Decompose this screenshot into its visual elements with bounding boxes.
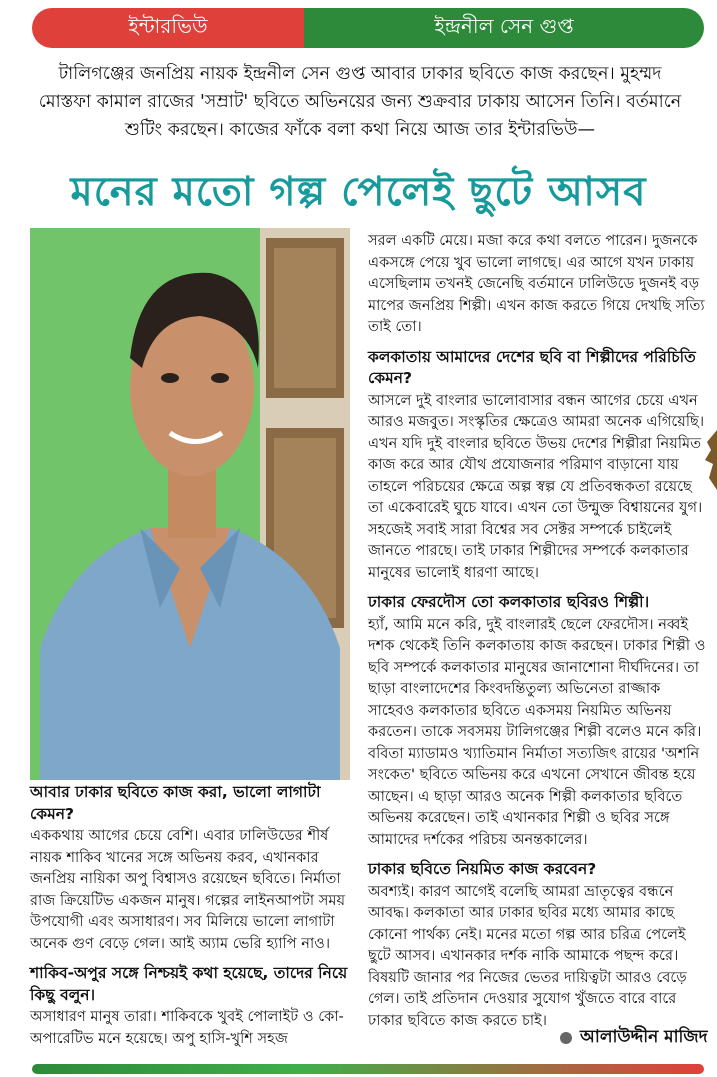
question-4: ঢাকার ফেরদৌস তো কলকাতার ছবিরও শিল্পী। bbox=[368, 593, 650, 611]
question-5: ঢাকার ছবিতে নিয়মিত কাজ করবেন? bbox=[368, 860, 597, 878]
question-1: আবার ঢাকার ছবিতে কাজ করা, ভালো লাগাটা কেমন? bbox=[30, 783, 321, 823]
decorative-figure-icon bbox=[703, 430, 717, 490]
left-column bbox=[30, 782, 350, 1058]
portrait-photo bbox=[30, 228, 350, 780]
person-name: ইন্দ্রনীল সেন গুপ্ত bbox=[304, 8, 704, 48]
intro-paragraph: টালিগঞ্জের জনপ্রিয় নায়ক ইন্দ্রনীল সেন গুপ্ত আবার ঢাকার ছবিতে কাজ করছেন। মুহম্মদ মোস্তফা কামাল রাজের 'সম্রাট' ছবিতে অভিনয়ের জন্য শুক্রবার ঢাকায় আসেন তিনি। বর্তমানে শুটিং করছেন। কাজের ফাঁকে বলা কথা নিয়ে আজ তার ইন্টারভিউ— bbox=[38, 64, 682, 140]
author-name: আলাউদ্দীন মাজিদ bbox=[580, 1027, 708, 1047]
section-header bbox=[32, 8, 704, 48]
headline: মনের মতো গল্প পেলেই ছুটে আসব bbox=[70, 169, 647, 215]
answer-2: অসাধারণ মানুষ তারা। শাকিবকে খুবই পোলাইট ও কো-অপারেটিভ মনে হয়েছে। অপু হাসি-খুশি সহজ bbox=[30, 1008, 344, 1047]
footer-bar bbox=[32, 1064, 704, 1074]
bullet-icon bbox=[560, 1032, 572, 1044]
section-label: ইন্টারভিউ bbox=[32, 8, 304, 48]
question-3: কলকাতায় আমাদের দেশের ছবি বা শিল্পীদের পরিচিতি কেমন? bbox=[368, 347, 696, 387]
answer-2-continued: সরল একটি মেয়ে। মজা করে কথা বলতে পারেন। দুজনকে একসঙ্গে পেয়ে খুব ভালো লাগছে। এর আগে যখন ঢাকায় এসেছিলাম তখনই জেনেছি বর্তমানে ঢালিউডে দুজনই বড় মাপের জনপ্রিয় শিল্পী। এখন কাজ করতে গিয়ে দেখছি সত্যি তাই তো। bbox=[368, 232, 705, 335]
author-byline bbox=[560, 1024, 708, 1052]
answer-5: অবশ্যই। কারণ আগেই বলেছি আমরা ভ্রাতৃত্বের বন্ধনে আবদ্ধ। কলকাতা আর ঢাকার ছবির মধ্যে আমার কাছে কোনো পার্থক্য নেই। মনের মতো গল্প আর চরিত্র পেলেই ছুটে আসব। এখানকার দর্শক নাকি আমাকে পছন্দ করে। বিষয়টি জানার পর নিজের ভেতর দায়িত্বটা আরও বেড়ে গেল। তাই প্রতিদান দেওয়ার সুযোগ খুঁজতে বারে বারে ঢাকার ছবিতে কাজ করতে চাই। bbox=[368, 882, 687, 1029]
right-column bbox=[368, 230, 708, 1040]
answer-3: আসলে দুই বাংলার ভালোবাসার বন্ধন আগের চেয়ে এখন আরও মজবুত। সংস্কৃতির ক্ষেত্রেও আমরা অনেক এগিয়েছি। এখন যদি দুই বাংলার ছবিতে উভয় দেশের শিল্পীরা নিয়মিত কাজ করে আর যৌথ প্রযোজনার পরিমাণ বাড়ানো যায় তাহলে পরিচয়ের ক্ষেত্রে অল্প স্বল্প যে প্রতিবন্ধকতা রয়েছে তা একেবারেই ঘুচে যাবে। এখন তো উন্মুক্ত বিশ্বায়নের যুগ। সহজেই সবাই সারা বিশ্বের সব সেক্টর সম্পর্কে চাইলেই জানতে পারছে। তাই ঢাকার শিল্পীদের সম্পর্কে কলকাতার মানুষের ভালোই ধারণা আছে। bbox=[368, 391, 705, 581]
question-2: শাকিব-অপুর সঙ্গে নিশ্চয়ই কথা হয়েছে, তাদের নিয়ে কিছু বলুন। bbox=[30, 964, 348, 1004]
answer-4: হ্যাঁ, আমি মনে করি, দুই বাংলারই ছেলে ফেরদৌস। নব্বই দশক থেকেই তিনি কলকাতায় কাজ করছেন। ঢাকার শিল্পী ও ছবি সম্পর্কে কলকাতার মানুষের জানাশোনা দীর্ঘদিনের। তা ছাড়া বাংলাদেশের কিংবদন্তিতুল্য অভিনেতা রাজ্জাক সাহেবও কলকাতার ছবিতে একসময় নিয়মিত অভিনয় করতেন। তাকে সবসময় টালিগঞ্জের শিল্পী বলেও মনে করি। ববিতা ম্যাডামও খ্যাতিমান নির্মাতা সত্যজিৎ রায়ের 'অশনি সংকেত' ছবিতে অভিনয় করে এখনো সেখানে জীবন্ত হয়ে আছেন। এ ছাড়া আরও অনেক শিল্পী কলকাতার ছবিতে অভিনয় করেছেন। তাই এখানকার শিল্পী ও ছবির সঙ্গে আমাদের দর্শকের পরিচয় অনন্তকালের। bbox=[368, 615, 706, 848]
portrait-illustration bbox=[30, 228, 350, 780]
answer-1: এককথায় আগের চেয়ে বেশি। এবার ঢালিউডের শীর্ষ নায়ক শাকিব খানের সঙ্গে অভিনয় করব, এখানকার জনপ্রিয় নায়িকা অপু বিশ্বাসও রয়েছেন ছবিতে। নির্মাতা রাজ ক্রিয়েটিভ একজন মানুষ। গল্পের লাইনআপটা সময় উপযোগী এবং অসাধারণ। সব মিলিয়ে ভালো লাগাটা অনেক গুণ বেড়ে গেল। আই অ্যাম ভেরি হ্যাপি নাও। bbox=[30, 827, 346, 952]
